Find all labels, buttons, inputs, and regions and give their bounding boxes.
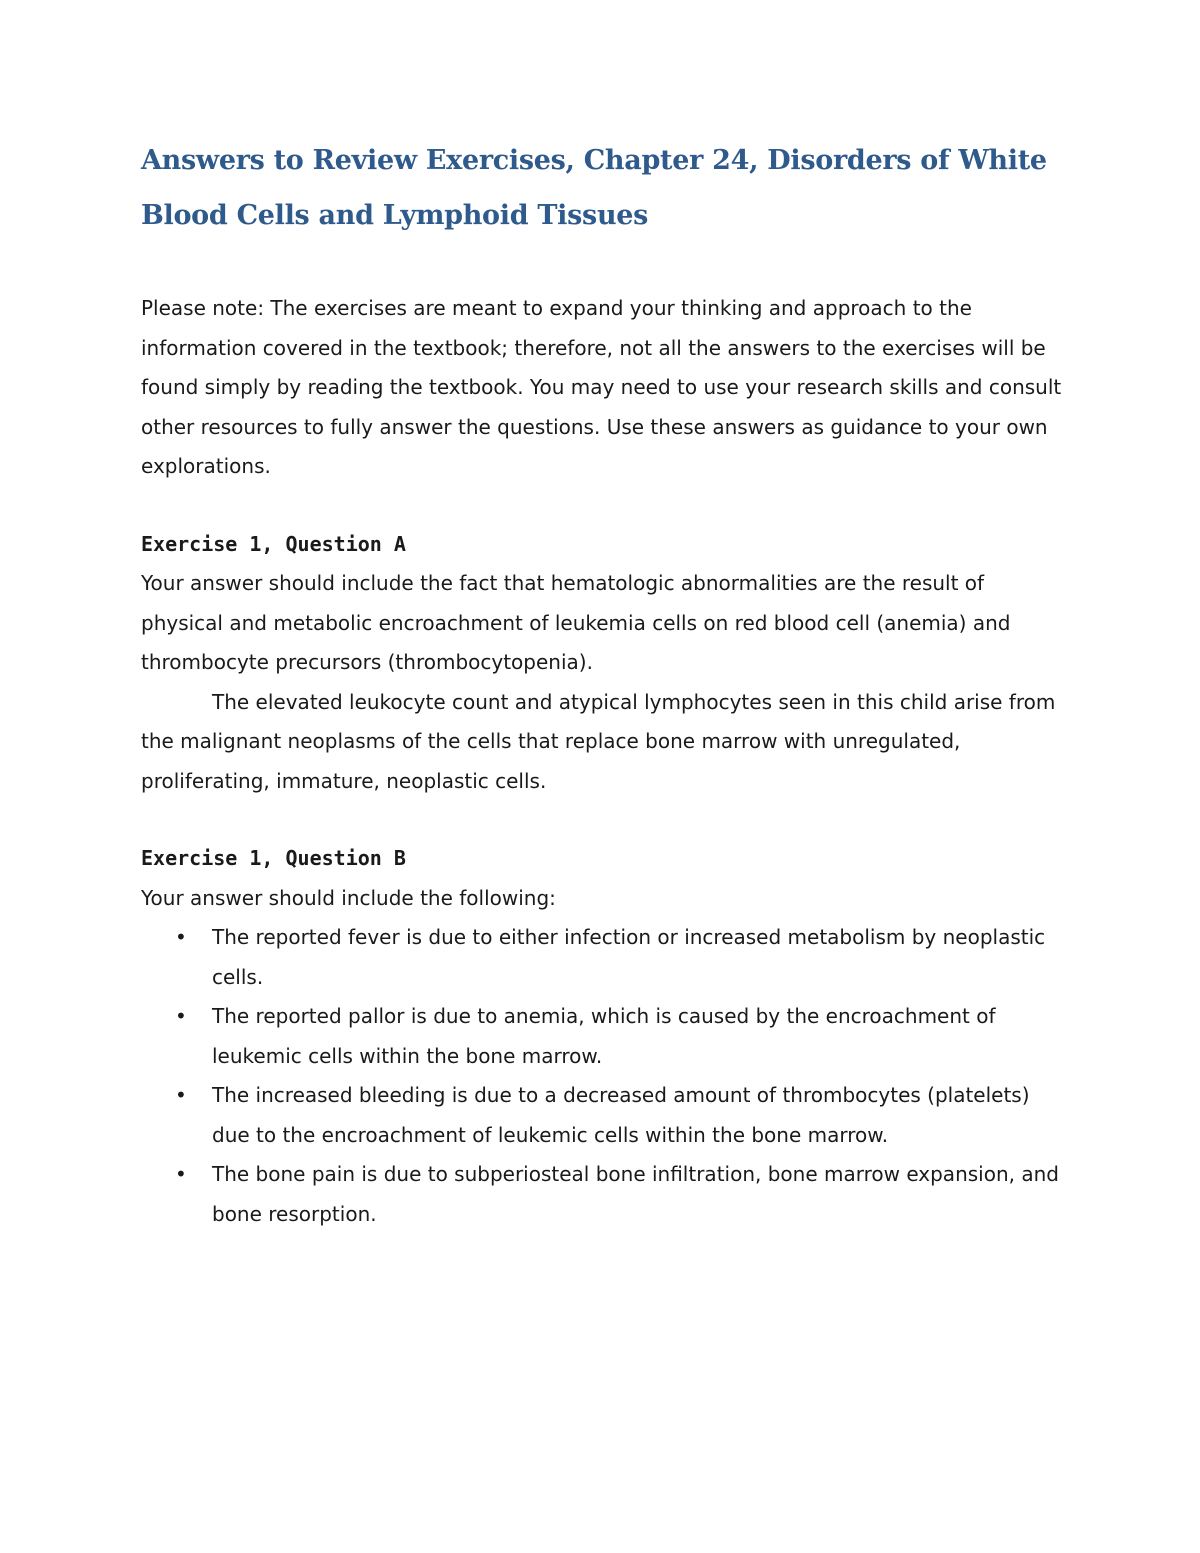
bullet-icon: • — [175, 1162, 187, 1186]
section-heading-question-a: Exercise 1, Question A — [141, 531, 406, 556]
bullet-text: The reported fever is due to either infection or increased metabolism by neoplastic cells. — [212, 925, 1046, 989]
document-content — [141, 133, 1071, 1234]
bullet-item — [141, 1155, 1071, 1234]
bullet-item — [141, 997, 1071, 1076]
bullet-text: The bone pain is due to subperiosteal bone infiltration, bone marrow expansion, and bone resorption. — [212, 1162, 1059, 1226]
bullet-item — [141, 918, 1071, 997]
answer-paragraph: The elevated leukocyte count and atypical lymphocytes seen in this child arise from the malignant neoplasms of the cells that replace bone marrow with unregulated, proliferating, immature, neoplastic cells. — [141, 689, 1056, 793]
answer-bullet-list — [141, 918, 1071, 1234]
bullet-text: The reported pallor is due to anemia, which is caused by the encroachment of leukemic cells within the bone marrow. — [212, 1004, 996, 1068]
bullet-icon: • — [175, 1004, 187, 1028]
document-title: Answers to Review Exercises, Chapter 24, Disorders of White Blood Cells and Lymphoid Tissues — [141, 145, 1047, 231]
note-paragraph: Please note: The exercises are meant to expand your thinking and approach to the information covered in the textbook; therefore, not all the answers to the exercises will be found simply by reading the textbook. You may need to use your research skills and consult other resources to fully answer the questions. Use these answers as guidance to your own explorations. — [141, 296, 1062, 478]
bullet-icon: • — [175, 925, 187, 949]
section-heading-question-b: Exercise 1, Question B — [141, 846, 406, 870]
answer-paragraph: Your answer should include the fact that hematologic abnormalities are the result of physical and metabolic encroachment of leukemia cells on red blood cell (anemia) and thrombocyte precursors (thrombocytopenia). — [141, 571, 1011, 674]
bullet-item — [141, 1076, 1071, 1155]
bullet-icon: • — [175, 1083, 187, 1107]
bullet-text: The increased bleeding is due to a decreased amount of thrombocytes (platelets) due to the encroachment of leukemic cells within the bone marrow. — [212, 1083, 1030, 1147]
answer-intro: Your answer should include the following: — [141, 885, 556, 910]
